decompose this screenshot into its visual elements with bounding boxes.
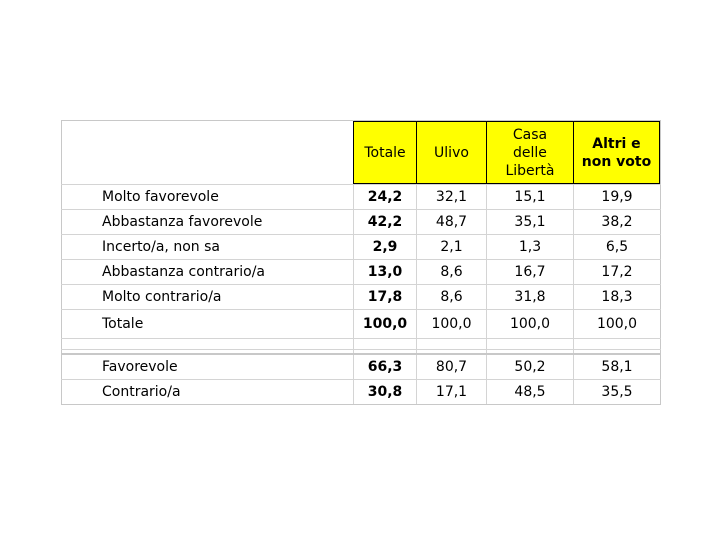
cell-ulivo: 100,0 bbox=[417, 310, 487, 339]
table-row bbox=[62, 354, 661, 380]
header-altri-line: non voto bbox=[581, 153, 652, 170]
cell-ulivo: 80,7 bbox=[417, 354, 487, 380]
table-row bbox=[62, 210, 661, 235]
header-altri-line: Altri e bbox=[592, 135, 641, 152]
cell-ulivo: 17,1 bbox=[417, 380, 487, 405]
cell-cdl: 35,1 bbox=[487, 210, 574, 235]
header-totale bbox=[353, 121, 417, 184]
cell-cdl: 100,0 bbox=[487, 310, 574, 339]
table-row bbox=[62, 285, 661, 310]
table-row-total bbox=[62, 310, 661, 339]
cell-totale: 2,9 bbox=[354, 235, 417, 260]
row-label: Incerto/a, non sa bbox=[62, 235, 354, 260]
header-cdl-line: Casa bbox=[512, 126, 548, 143]
cell-cdl: 16,7 bbox=[487, 260, 574, 285]
header-altri-e-non-voto bbox=[573, 121, 660, 184]
header-cdl-line: Libertà bbox=[505, 162, 555, 179]
cell-ulivo: 32,1 bbox=[417, 185, 487, 210]
table-row bbox=[62, 185, 661, 210]
cell-altri: 6,5 bbox=[574, 235, 661, 260]
row-label: Favorevole bbox=[62, 354, 354, 380]
cell-cdl: 1,3 bbox=[487, 235, 574, 260]
header-totale-label: Totale bbox=[364, 144, 406, 161]
table-row bbox=[62, 260, 661, 285]
header-casa-delle-liberta bbox=[486, 121, 574, 184]
cell-totale: 66,3 bbox=[354, 354, 417, 380]
cell-totale: 24,2 bbox=[354, 185, 417, 210]
row-label: Abbastanza contrario/a bbox=[62, 260, 354, 285]
cell-altri: 58,1 bbox=[574, 354, 661, 380]
cell-altri: 35,5 bbox=[574, 380, 661, 405]
cell-altri: 19,9 bbox=[574, 185, 661, 210]
cell-altri: 100,0 bbox=[574, 310, 661, 339]
row-label: Abbastanza favorevole bbox=[62, 210, 354, 235]
cell-totale: 13,0 bbox=[354, 260, 417, 285]
row-label: Molto contrario/a bbox=[62, 285, 354, 310]
cell-totale: 17,8 bbox=[354, 285, 417, 310]
cell-altri: 17,2 bbox=[574, 260, 661, 285]
table-row bbox=[62, 380, 661, 405]
row-label: Contrario/a bbox=[62, 380, 354, 405]
cell-totale: 42,2 bbox=[354, 210, 417, 235]
cell-ulivo: 8,6 bbox=[417, 260, 487, 285]
spacer-row bbox=[62, 339, 661, 350]
row-label: Totale bbox=[62, 310, 354, 339]
cell-ulivo: 2,1 bbox=[417, 235, 487, 260]
table-row bbox=[62, 235, 661, 260]
header-empty-cell bbox=[62, 121, 354, 185]
cell-ulivo: 48,7 bbox=[417, 210, 487, 235]
cell-totale: 30,8 bbox=[354, 380, 417, 405]
cell-ulivo: 8,6 bbox=[417, 285, 487, 310]
row-label: Molto favorevole bbox=[62, 185, 354, 210]
cell-totale: 100,0 bbox=[354, 310, 417, 339]
cell-cdl: 15,1 bbox=[487, 185, 574, 210]
cell-altri: 38,2 bbox=[574, 210, 661, 235]
cell-altri: 18,3 bbox=[574, 285, 661, 310]
header-cdl-line: delle bbox=[513, 144, 547, 161]
header-ulivo bbox=[416, 121, 487, 184]
cell-cdl: 31,8 bbox=[487, 285, 574, 310]
cell-cdl: 50,2 bbox=[487, 354, 574, 380]
header-ulivo-label: Ulivo bbox=[434, 144, 469, 161]
cell-cdl: 48,5 bbox=[487, 380, 574, 405]
